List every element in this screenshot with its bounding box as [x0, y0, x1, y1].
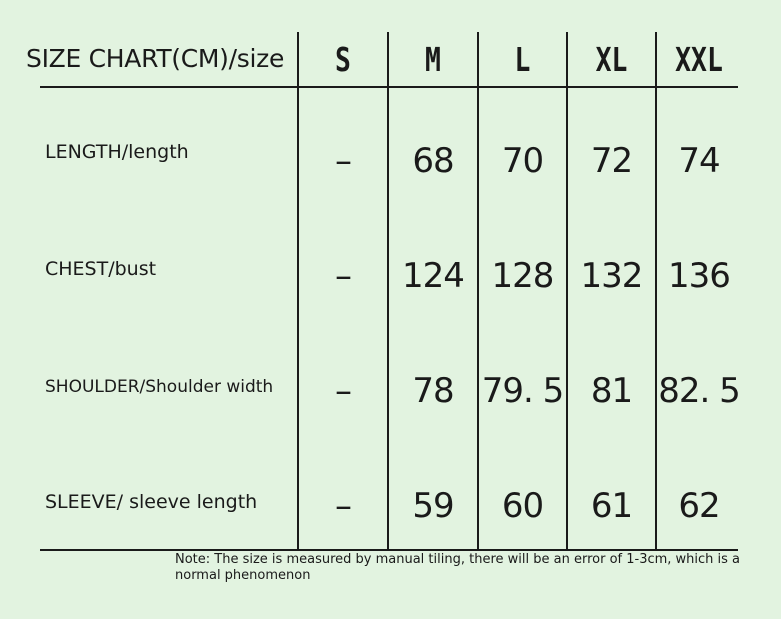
table-cell: – [335, 486, 351, 526]
table-cell: 81 [590, 371, 633, 411]
table-cell: 72 [590, 141, 633, 181]
size-header-m: M [425, 40, 441, 79]
table-cell: 78 [412, 371, 454, 411]
row-label-shoulder: SHOULDER/Shoulder width [45, 377, 274, 397]
table-cell: 79. 5 [481, 371, 564, 411]
measurement-note: Note: The size is measured by manual tiling, there will be an error of 1-3cm, which is a normal phenomenon [175, 552, 741, 583]
row-label-chest: CHEST/bust [45, 258, 157, 280]
table-cell: 59 [412, 486, 454, 526]
table-cell: 60 [501, 486, 544, 526]
size-header-l: L [514, 40, 531, 79]
header-divider [40, 86, 738, 88]
size-header-xxl: XXL [675, 40, 723, 79]
table-cell: 136 [668, 256, 730, 296]
table-cell: – [335, 371, 351, 411]
table-cell: 124 [402, 256, 464, 296]
table-cell: 62 [678, 486, 720, 526]
table-cell: 68 [412, 141, 454, 181]
table-cell: 82. 5 [658, 371, 740, 411]
size-chart-title: SIZE CHART(CM)/size [26, 44, 285, 73]
table-cell: 74 [678, 141, 720, 181]
table-cell: – [335, 256, 351, 296]
table-cell: 132 [580, 256, 643, 296]
size-header-xl: XL [595, 40, 628, 79]
row-label-length: LENGTH/length [45, 141, 189, 163]
table-cell: 61 [590, 486, 633, 526]
table-cell: 70 [501, 141, 544, 181]
size-header-s: S [335, 40, 351, 79]
table-cell: – [335, 141, 351, 181]
row-label-sleeve: SLEEVE/ sleeve length [45, 491, 258, 513]
table-bottom-border [40, 549, 738, 551]
table-cell: 128 [491, 256, 554, 296]
